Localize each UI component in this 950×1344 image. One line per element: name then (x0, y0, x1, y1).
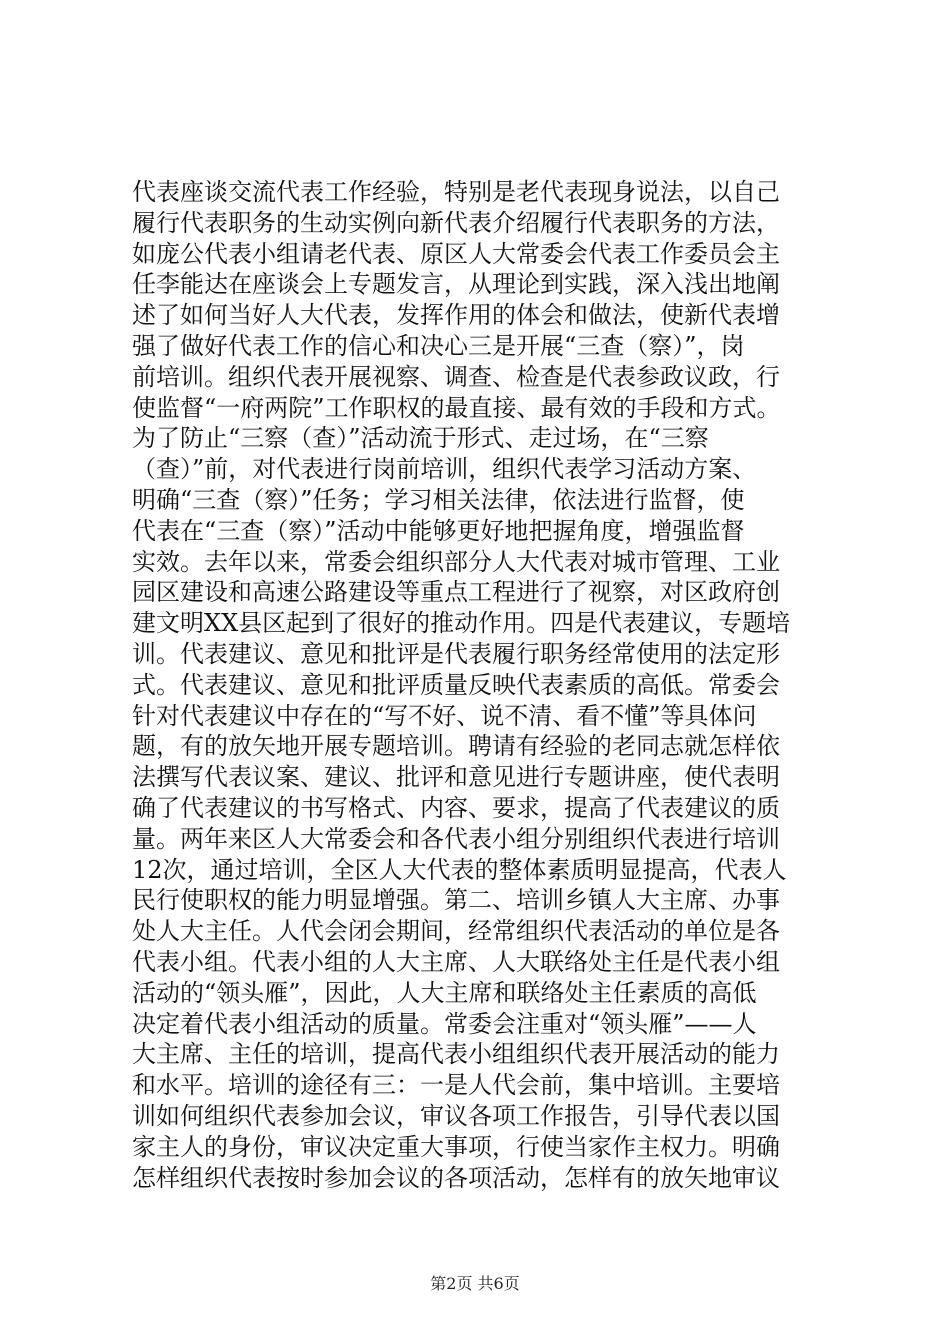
text-line: 处人大主任。人代会闭会期间，经常组织代表活动的单位是各 (132, 917, 780, 946)
page-footer (0, 1271, 950, 1294)
text-line: 题，有的放矢地开展专题培训。聘请有经验的老同志就怎样依 (132, 732, 780, 761)
text-line: 12次，通过培训，全区人大代表的整体素质明显提高，代表人 (132, 855, 787, 884)
text-line: 建文明XX县区起到了很好的推动作用。四是代表建议，专题培 (132, 609, 791, 638)
text-line: 训如何组织代表参加会议，审议各项工作报告，引导代表以国 (132, 1101, 780, 1130)
text-line: 确了代表建议的书写格式、内容、要求，提高了代表建议的质 (132, 793, 780, 822)
text-line: 前培训。组织代表开展视察、调查、检查是代表参政议政，行 (132, 362, 780, 391)
text-line: 明确“三查（察）”任务；学习相关法律，依法进行监督，使 (132, 485, 745, 514)
text-line: 实效。去年以来，常委会组织部分人大代表对城市管理、工业 (132, 547, 780, 576)
text-line: 代表座谈交流代表工作经验，特别是老代表现身说法，以自己 (132, 178, 780, 206)
text-line: 量。两年来区人大常委会和各代表小组分别组织代表进行培训 (132, 824, 780, 853)
text-line: 使监督“一府两院”工作职权的最直接、最有效的手段和方式。 (132, 393, 781, 422)
text-line: 任李能达在座谈会上专题发言，从理论到实践，深入浅出地阐 (132, 270, 780, 299)
text-line: 和水平。培训的途径有三：一是人代会前，集中培训。主要培 (132, 1071, 780, 1100)
text-line: 训。代表建议、意见和批评是代表履行职务经常使用的法定形 (132, 639, 780, 668)
text-line: 怎样组织代表按时参加会议的各项活动，怎样有的放矢地审议 (132, 1163, 780, 1192)
text-line: 法撰写代表议案、建议、批评和意见进行专题讲座，使代表明 (132, 763, 780, 792)
text-line: 履行代表职务的生动实例向新代表介绍履行代表职务的方法， (132, 208, 780, 237)
text-line: 强了做好代表工作的信心和决心三是开展“三查（察）”，岗 (132, 331, 745, 360)
text-line: 为了防止“三察（查）”活动流于形式、走过场，在“三察 (132, 424, 709, 453)
page-number-label: 第2页 共6页 (430, 1274, 520, 1293)
text-line: 大主席、主任的培训，提高代表小组组织代表开展活动的能力 (132, 1040, 780, 1069)
text-line: 民行使职权的能力明显增强。第二、培训乡镇人大主席、办事 (132, 886, 780, 915)
text-line: 代表小组。代表小组的人大主席、人大联络处主任是代表小组 (132, 947, 780, 976)
text-line: 代表在“三查（察）”活动中能够更好地把握角度，增强监督 (132, 516, 745, 545)
text-line: 园区建设和高速公路建设等重点工程进行了视察，对区政府创 (132, 578, 780, 607)
body-text (132, 177, 832, 1193)
text-line: 家主人的身份，审议决定重大事项，行使当家作主权力。明确 (132, 1132, 780, 1161)
text-line: 述了如何当好人大代表，发挥作用的体会和做法，使新代表增 (132, 301, 780, 330)
text-line: 针对代表建议中存在的“写不好、说不清、看不懂”等具体问 (132, 701, 757, 730)
text-line: （查）”前，对代表进行岗前培训，组织代表学习活动方案、 (132, 455, 757, 484)
text-line: 决定着代表小组活动的质量。常委会注重对“领头雁”——人 (132, 1009, 757, 1038)
text-line: 活动的“领头雁”，因此，人大主席和联络处主任素质的高低 (132, 978, 757, 1007)
text-line: 式。代表建议、意见和批评质量反映代表素质的高低。常委会 (132, 670, 780, 699)
text-line: 如庞公代表小组请老代表、原区人大常委会代表工作委员会主 (132, 239, 780, 268)
